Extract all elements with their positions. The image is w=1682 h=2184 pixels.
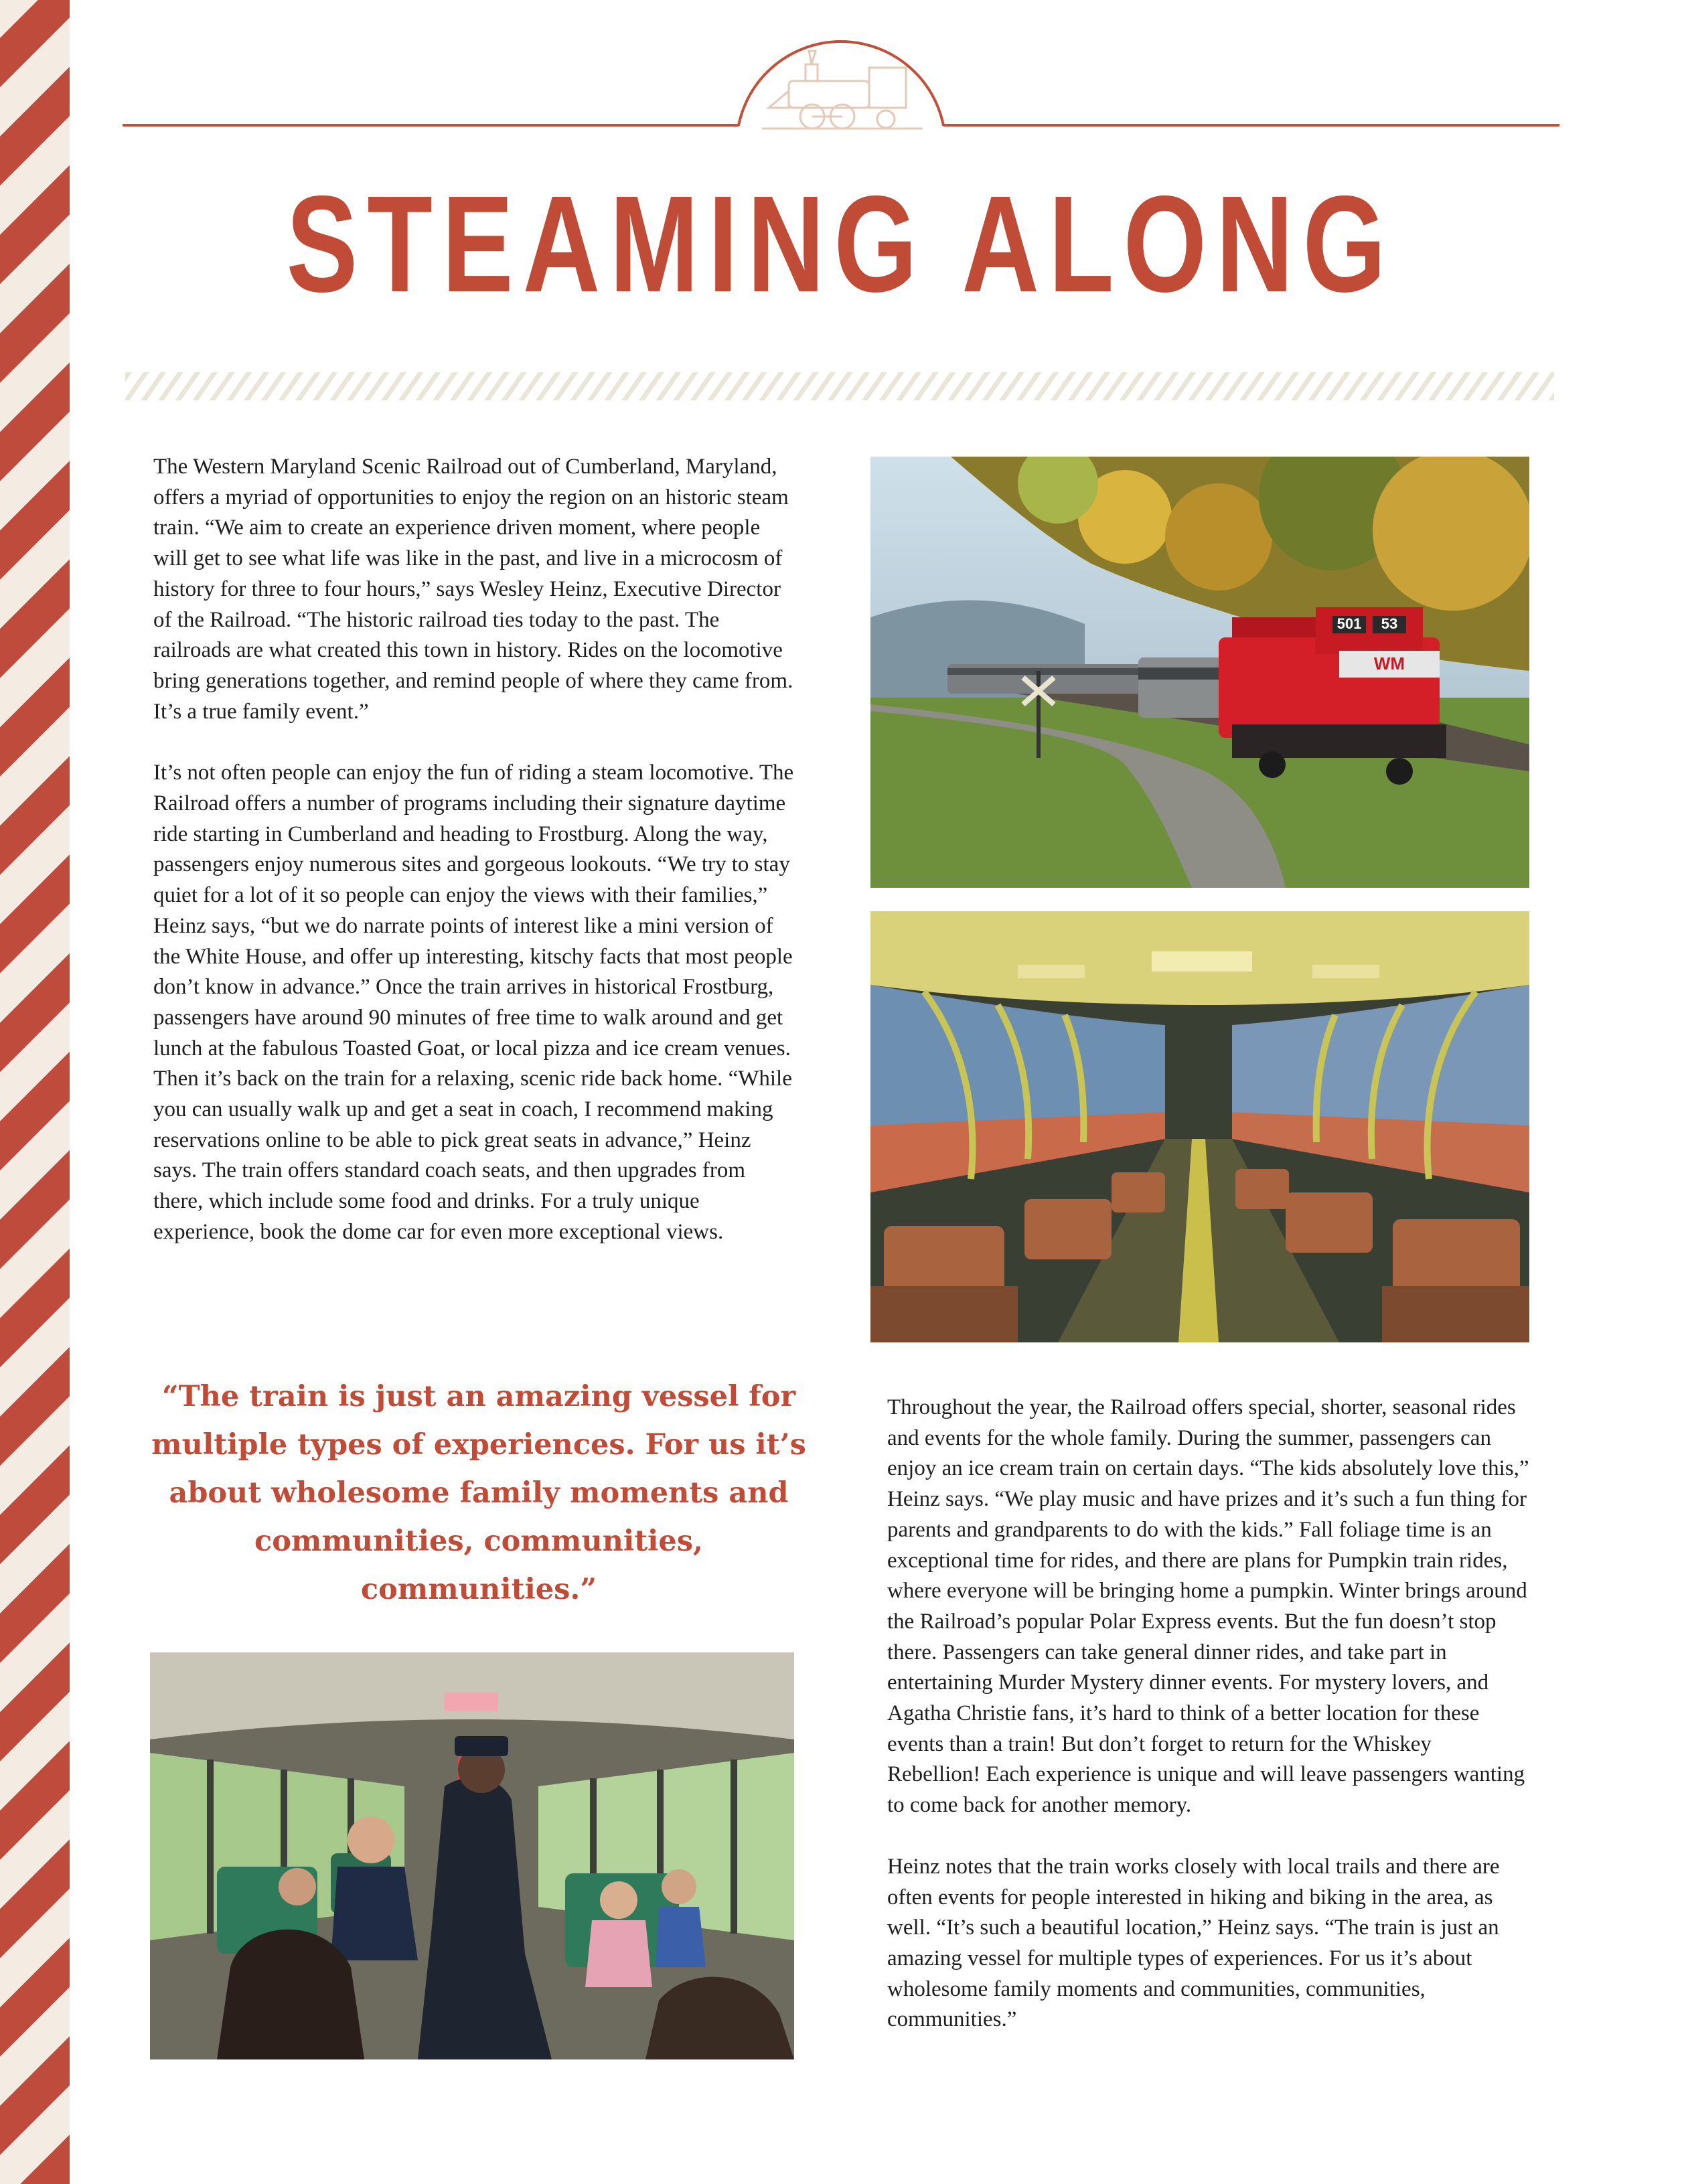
article-paragraph: The Western Maryland Scenic Railroad out of Cumberland, Maryland, offers a myriad of opportunities to enjoy the region on an historic steam train. “We aim to create an experience driven moment, where people will get to see what life was like in the past, and live in a microcosm of history for three to four hours,” says Wesley Heinz, Executive Director of the Railroad. “The historic railroad ties today to the past. The railroads are what created this town in history. Rides on the locomotive bring generations together, and remind people of where they came from. It’s a true family event.” — [153, 455, 793, 724]
article-right-column — [887, 1393, 1530, 2066]
photo-train-fall-foliage — [870, 457, 1529, 888]
photo-coach-car-passengers — [150, 1652, 794, 2059]
article-paragraph: Throughout the year, the Railroad offers special, shorter, seasonal rides and events for the whole family. During the summer, passengers can enjoy an ice cream train on certain days. “The kids absolutely love this,” Heinz says. “We play music and have prizes and it’s such a fun thing for parents and grandparents to do with the kids.” Fall foliage time is an exceptional time for rides, and there are plans for Pumpkin train rides, where everyone will be bringing home a pumpkin. Winter brings around the Railroad’s popular Polar Express events. But the fun doesn’t stop there. Passengers can take general dinner rides, and take part in entertaining Murder Mystery dinner events. For mystery lovers, and Agatha Christie fans, it’s hard to think of a better location for these events than a train! But don’t forget to return for the Whiskey Rebellion! Each experience is unique and will leave passengers wanting to come back for another memory. — [887, 1395, 1529, 1818]
article-paragraph: Heinz notes that the train works closely with local trails and there are often events for people interested in hiking and biking in the area, as well. “It’s such a beautiful location,” Heinz says. “The train is just an amazing vessel for multiple types of experiences. For us it’s about wholesome family moments and communities, communities, communities.” — [887, 1854, 1500, 2032]
steam-locomotive-icon — [749, 44, 933, 131]
article-left-column — [153, 452, 796, 1279]
locomotive-marking: WM — [1373, 653, 1405, 674]
locomotive-marking: 53 — [1381, 615, 1398, 632]
header-rule-left — [123, 124, 739, 127]
hatch-divider — [125, 372, 1554, 400]
photo-dome-car-interior — [870, 911, 1529, 1342]
decorative-stripe-border — [0, 0, 70, 2184]
page-title: STEAMING ALONG — [286, 167, 1395, 321]
pull-quote: “The train is just an amazing vessel for multiple types of experiences. For us it’s about wholesome family moments and communities, communities, communities.” — [151, 1380, 806, 1606]
locomotive-marking: 501 — [1336, 615, 1362, 632]
article-paragraph: It’s not often people can enjoy the fun of riding a steam locomotive. The Railroad offers a number of programs including their signature daytime ride starting in Cumberland and heading to Frostburg. Along the way, passengers enjoy numerous sites and gorgeous lookouts. “We try to stay quiet for a lot of it so people can enjoy the views with their families,” Heinz says, “but we do narrate points of interest like a mini version of the White House, and offer up interesting, kitschy facts that most people don’t know in advance.” Once the train arrives in historical Frostburg, passengers have around 90 minutes of free time to walk around and get lunch at the fabulous Toasted Goat, or local pizza and ice cream venues. Then it’s back on the train for a relaxing, scenic ride back home. “While you can usually walk up and get a seat in coach, I recommend making reservations online to be able to pick great seats in advance,” Heinz says. The train offers standard coach seats, and then upgrades from there, which include some food and drinks. For a truly unique experience, book the dome car for even more exceptional views. — [153, 761, 794, 1244]
header-rule-right — [943, 124, 1559, 127]
